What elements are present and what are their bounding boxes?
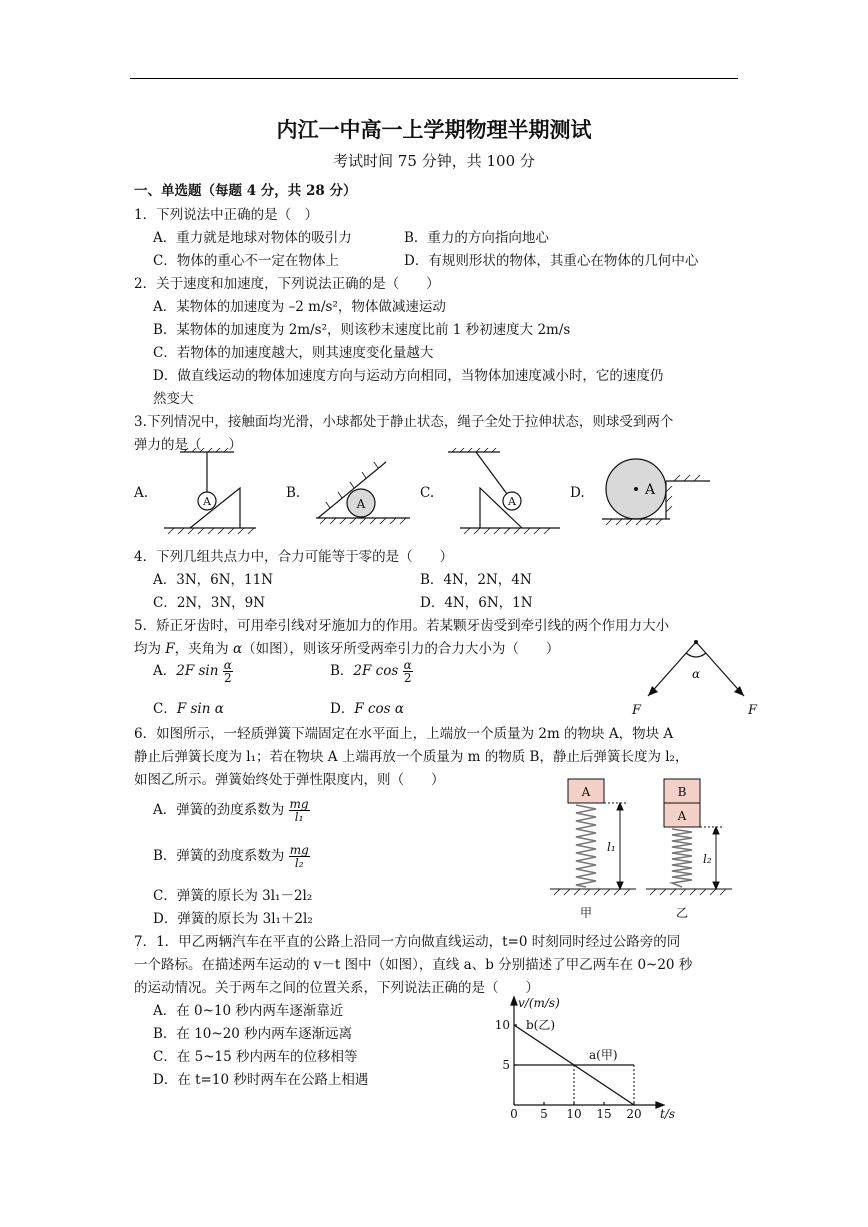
- q2-option-c: C．若物体的加速度越大，则其速度变化量越大: [153, 345, 434, 361]
- q4-stem: 4．下列几组共点力中，合力可能等于零的是（ ）: [134, 549, 454, 565]
- x-tick-label: 5: [540, 1107, 548, 1120]
- q6-option-b: B．弹簧的劲度系数为 $\frac{mg}{\text{l₂}}$: [153, 843, 309, 870]
- q3-stem-cont: 弹力的是（ ）: [134, 437, 242, 453]
- svg-text:F: F: [748, 703, 758, 718]
- q6-spring-figure: [540, 775, 740, 923]
- svg-text:A: A: [581, 785, 591, 799]
- q5-stem: 5．矫正牙齿时，可用牵引线对牙施加力的作用。若某颗牙齿受到牵引线的两个作用力大小: [134, 618, 670, 634]
- q3-figure-b: [316, 462, 410, 524]
- x-tick-label: 15: [596, 1107, 612, 1120]
- y-tick-label: 10: [494, 1018, 510, 1032]
- q6-option-d: D．弹簧的原长为 3l₁＋2l₂: [153, 911, 313, 927]
- q4-option-a: A．3N，6N，11N: [153, 572, 274, 588]
- svg-text:A: A: [677, 809, 687, 823]
- q2-option-d: D．做直线运动的物体加速度方向与运动方向相同，当物体加速度减小时，它的速度仍: [153, 368, 664, 384]
- q4-option-d: D．4N，6N，1N: [420, 595, 533, 611]
- q3-figure-c: [448, 448, 560, 534]
- x-tick-label: 10: [566, 1107, 582, 1120]
- q6-stem-cont: 静止后弹簧长度为 l₁；若在物块 A 上端再放一个质量为 m 的物质 B，静止后弹簧长度为 l₂，: [134, 749, 689, 765]
- q1-option-c: C．物体的重心不一定在物体上: [153, 253, 339, 269]
- q6-option-a: A．弹簧的劲度系数为 $\frac{mg}{\text{l₁}}$: [153, 797, 309, 824]
- q1-option-b: B．重力的方向指向地心: [404, 230, 549, 246]
- q7-option-a: A．在 0~10 秒内两车逐渐靠近: [153, 1003, 344, 1019]
- q6-stem-cont2: 如图乙所示。弹簧始终处于弹性限度内，则（ ）: [134, 772, 445, 788]
- q3-label-d: D.: [570, 485, 585, 501]
- q7-option-c: C．在 5~15 秒内两车的位移相等: [153, 1049, 358, 1065]
- q7-stem: 7．1．甲乙两辆汽车在平直的公路上沿同一方向做直线运动，t=0 时刻同时经过公路旁的同: [134, 934, 681, 950]
- vt-chart: [490, 995, 690, 1120]
- svg-text:A: A: [644, 482, 656, 498]
- alpha-half-fraction: $\frac{\alpha}{2}$: [223, 658, 232, 685]
- chart-xlabel: t/s: [660, 1107, 676, 1120]
- x-tick-label: 20: [626, 1107, 642, 1120]
- svg-text:F: F: [632, 703, 642, 718]
- section-heading: 一、单选题（每题 4 分，共 28 分）: [134, 183, 357, 199]
- y-axis-arrow: [511, 997, 517, 1005]
- y-tick-label: 5: [502, 1058, 510, 1072]
- q1-option-d: D．有规则形状的物体，其重心在物体的几何中心: [404, 253, 699, 269]
- svg-text:l₂: l₂: [703, 852, 712, 866]
- svg-text:A: A: [508, 495, 516, 508]
- q7-option-b: B．在 10~20 秒内两车逐渐远离: [153, 1026, 353, 1042]
- q5-stem-cont: 均为 F，夹角为 α（如图），则该牙所受两牵引力的合力大小为（ ）: [134, 641, 560, 657]
- q6-stem: 6．如图所示，一轻质弹簧下端固定在水平面上，上端放一个质量为 2m 的物块 A，物块 A: [134, 726, 674, 742]
- q7-option-d: D．在 t=10 秒时两车在公路上相遇: [153, 1072, 369, 1088]
- svg-text:乙: 乙: [675, 906, 689, 920]
- q7-stem-cont2: 的运动情况。关于两车之间的位置关系，下列说法正确的是（ ）: [134, 980, 539, 996]
- svg-text:A: A: [203, 495, 211, 508]
- page-title: 内江一中高一上学期物理半期测试: [276, 117, 592, 142]
- svg-text:α: α: [691, 667, 701, 681]
- series-b-label: b(乙): [526, 1018, 556, 1032]
- q3-label-c: C.: [420, 485, 435, 501]
- q5-option-b: B．2F cos $\frac{\alpha}{2}$: [330, 658, 412, 685]
- x-tick-label: 0: [510, 1107, 518, 1120]
- q7-stem-cont: 一个路标。在描述两车运动的 v－t 图中（如图），直线 a、b 分别描述了甲乙两车在 0~20 秒: [134, 957, 693, 973]
- q6-option-c: C．弹簧的原长为 3l₁－2l₂: [153, 888, 313, 904]
- series-a-label: a(甲): [589, 1048, 618, 1062]
- q3-figure-d: [602, 459, 710, 525]
- q5-force-figure: [624, 634, 764, 720]
- top-rule: [130, 78, 738, 79]
- q2-option-a: A．某物体的加速度为 –2 m/s²，物体做减速运动: [153, 299, 446, 315]
- q3-figure-a: [164, 448, 256, 534]
- svg-text:l₁: l₁: [607, 840, 616, 854]
- q3-label-b: B.: [286, 485, 301, 501]
- q1-option-a: A．重力就是地球对物体的吸引力: [153, 230, 352, 246]
- mg-over-l1: $\frac{mg}{\text{l₁}}$: [289, 797, 309, 824]
- mg-over-l2: $\frac{mg}{\text{l₂}}$: [289, 843, 309, 870]
- chart-ylabel: v/(m/s): [518, 996, 560, 1010]
- exam-info: 考试时间 75 分钟，共 100 分: [333, 152, 535, 170]
- q3-label-a: A.: [134, 485, 149, 501]
- q3-stem: 3.下列情况中，接触面均光滑，小球都处于静止状态，绳子全处于拉伸状态，则球受到两个: [134, 414, 674, 430]
- q4-option-b: B．4N，2N，4N: [420, 572, 532, 588]
- svg-text:B: B: [677, 785, 687, 799]
- q4-option-c: C．2N，3N，9N: [153, 595, 266, 611]
- q2-option-b: B．某物体的加速度为 2m/s²，则该秒末速度比前 1 秒初速度大 2m/s: [153, 322, 571, 338]
- q5-option-c: C．F sin α: [153, 701, 224, 717]
- q2-stem: 2．关于速度和加速度，下列说法正确的是（ ）: [134, 276, 440, 292]
- q5-option-a: A．2F sin $\frac{\alpha}{2}$: [153, 658, 232, 685]
- svg-text:甲: 甲: [579, 906, 593, 920]
- q1-stem: 1．下列说法中正确的是（ ）: [134, 207, 319, 223]
- q2-option-d-cont: 然变大: [153, 391, 194, 407]
- alpha-half-fraction: $\frac{\alpha}{2}$: [403, 658, 412, 685]
- q5-option-d: D．F cos α: [330, 701, 405, 717]
- q3-figures: [150, 448, 710, 538]
- svg-text:A: A: [356, 497, 366, 511]
